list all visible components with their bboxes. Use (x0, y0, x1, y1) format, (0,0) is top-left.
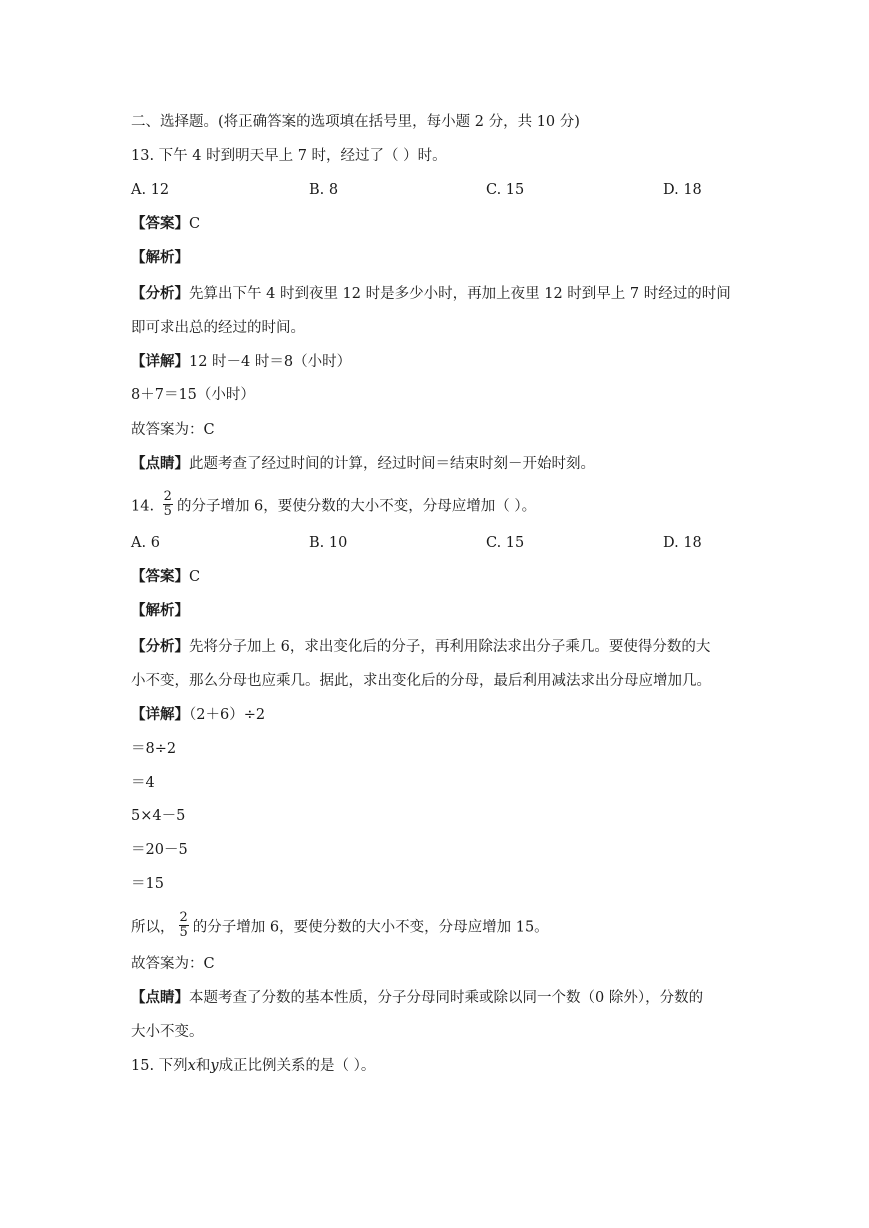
answer-value: C (189, 216, 201, 232)
xiangjie-tag: 【详解】 (131, 353, 189, 370)
q13-option-c: C. 15 (486, 182, 525, 198)
section-title: 二、选择题。(将正确答案的选项填在括号里，每小题 2 分，共 10 分) (131, 114, 580, 130)
q13-calc-line2: 8＋7＝15（小时） (131, 387, 255, 403)
fenxi-text: 先将分子加上 6，求出变化后的分子，再利用除法求出分子乘几。要使得分数的大 (189, 639, 711, 655)
q14-number: 14. (131, 498, 155, 515)
xiangjie-text: （2＋6）÷2 (189, 707, 266, 723)
q13-option-b: B. 8 (309, 182, 339, 198)
summary-text: 的分子增加 6，要使分数的大小不变，分母应增加 15。 (192, 919, 549, 936)
q14-fenxi-line2: 小不变，那么分母也应乘几。据此，求出变化后的分母，最后利用减法求出分母应增加几。 (131, 673, 711, 689)
q14-answer (131, 567, 200, 587)
q14-calc-line: 5×4－5 (131, 808, 186, 824)
q13-answer (131, 214, 200, 234)
answer-tag: 【答案】 (131, 215, 189, 232)
dianjing-text: 本题考查了分数的基本性质，分子分母同时乘或除以同一个数（0 除外），分数的 (189, 990, 704, 1006)
q14-dianjing-line2: 大小不变。 (131, 1024, 204, 1040)
fenxi-tag: 【分析】 (131, 285, 189, 302)
q13-fenxi-line1 (131, 284, 731, 304)
q14-stem (131, 489, 537, 521)
q14-dianjing-line1 (131, 988, 703, 1008)
q14-xiangjie (131, 705, 265, 725)
q13-xiangjie (131, 352, 351, 372)
q15-rest: 成正比例关系的是（ ）。 (218, 1058, 376, 1074)
answer-value: C (189, 569, 201, 585)
variable-y: y (210, 1058, 219, 1074)
q14-calc-line: ＝8÷2 (131, 741, 177, 757)
fraction-two-fifths (179, 911, 189, 940)
q15-prefix: 15. 下列 (131, 1058, 188, 1074)
q15-stem (131, 1056, 375, 1076)
fraction-numerator: 2 (179, 910, 188, 925)
q13-fenxi-line2: 即可求出总的经过的时间。 (131, 320, 305, 336)
q14-summary (131, 910, 549, 942)
answer-tag: 【答案】 (131, 568, 189, 585)
dianjing-tag: 【点睛】 (131, 989, 189, 1006)
q14-option-a: A. 6 (131, 535, 160, 551)
summary-prefix: 所以， (131, 919, 175, 936)
q14-option-b: B. 10 (309, 535, 348, 551)
q13-dianjing (131, 454, 595, 474)
analysis-tag: 【解析】 (131, 249, 189, 266)
q14-analysis (131, 601, 189, 621)
q15-mid: 和 (195, 1058, 211, 1074)
variable-x: x (187, 1058, 196, 1074)
q13-analysis (131, 248, 189, 268)
q13-option-a: A. 12 (131, 182, 170, 198)
q14-conclusion: 故答案为：C (131, 956, 215, 972)
fraction-numerator: 2 (163, 489, 172, 504)
q14-option-d: D. 18 (663, 535, 702, 551)
q14-option-c: C. 15 (486, 535, 525, 551)
q14-fenxi-line1 (131, 637, 710, 657)
q14-calc-line: ＝15 (131, 876, 164, 892)
q14-calc-line: ＝20－5 (131, 842, 188, 858)
q14-stem-text: 的分子增加 6，要使分数的大小不变，分母应增加（ ）。 (176, 498, 537, 515)
xiangjie-tag: 【详解】 (131, 706, 189, 723)
fenxi-tag: 【分析】 (131, 638, 189, 655)
dianjing-tag: 【点睛】 (131, 455, 189, 472)
xiangjie-text: 12 时－4 时＝8（小时） (189, 354, 352, 370)
q13-stem: 13. 下午 4 时到明天早上 7 时，经过了（ ）时。 (131, 148, 447, 164)
dianjing-text: 此题考查了经过时间的计算，经过时间＝结束时刻－开始时刻。 (189, 456, 595, 472)
fraction-denominator: 5 (179, 925, 188, 940)
q13-conclusion: 故答案为：C (131, 422, 215, 438)
fraction-two-fifths (163, 490, 173, 519)
analysis-tag: 【解析】 (131, 602, 189, 619)
q14-calc-line: ＝4 (131, 775, 155, 791)
fenxi-text: 先算出下午 4 时到夜里 12 时是多少小时，再加上夜里 12 时到早上 7 时经过的时间 (189, 286, 731, 302)
fraction-denominator: 5 (163, 504, 172, 519)
q13-option-d: D. 18 (663, 182, 702, 198)
